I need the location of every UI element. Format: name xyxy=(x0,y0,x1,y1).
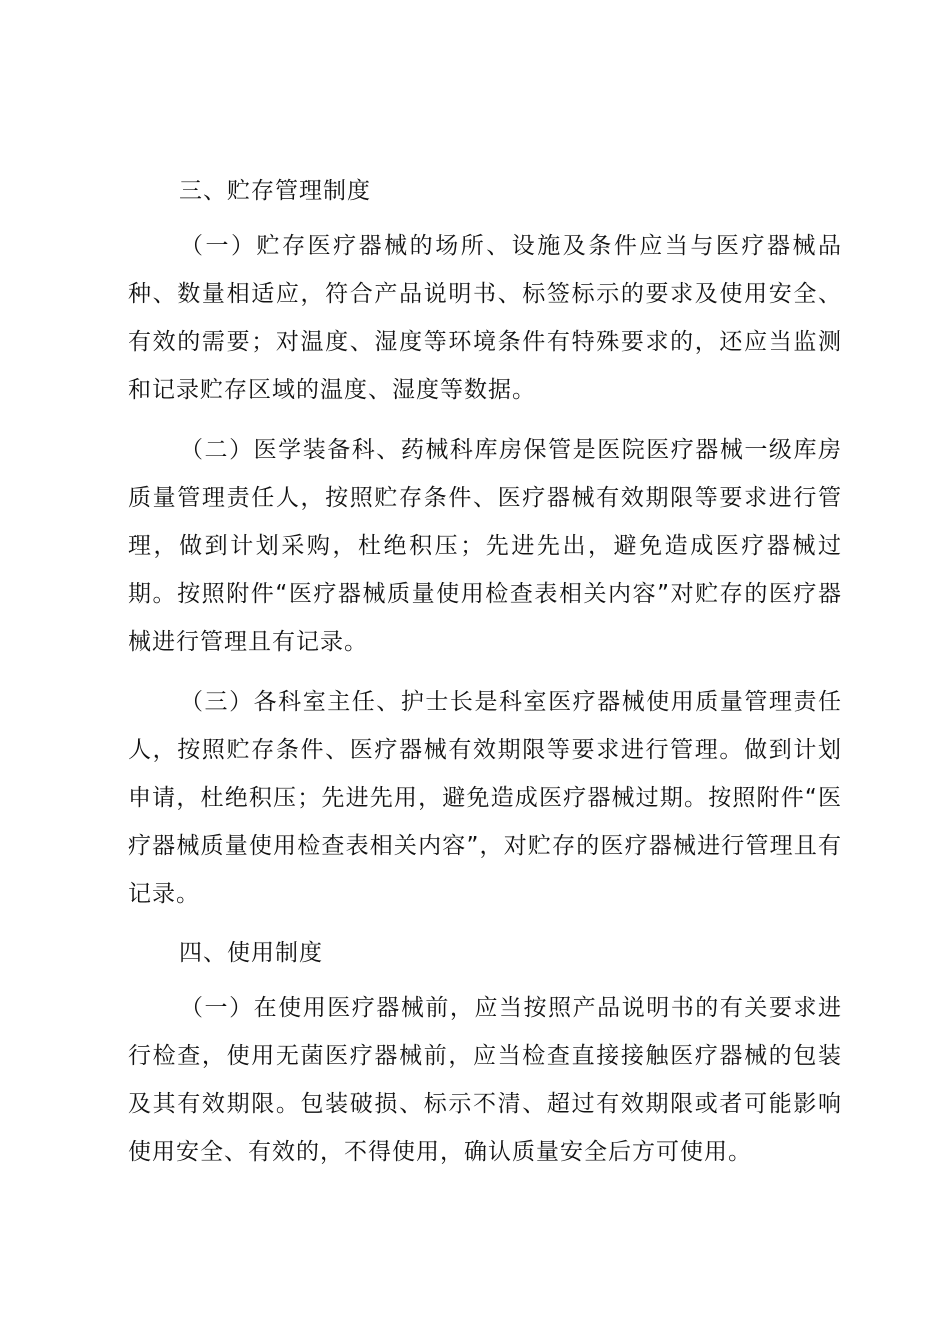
section-heading-storage: 三、贮存管理制度 xyxy=(179,178,371,204)
spacer xyxy=(128,666,842,678)
paragraph-storage-2: （二）医学装备科、药械科库房保管是医院医疗器械一级库房质量管理责任人，按照贮存条件、医疗器械有效期限等要求进行管理，做到计划采购，杜绝积压；先进先出，避免造成医疗器械过期。按照附件“医疗器械质量使用检查表相关内容”对贮存的医疗器械进行管理且有记录。 xyxy=(128,437,842,655)
paragraph-storage-1: （一）贮存医疗器械的场所、设施及条件应当与医疗器械品种、数量相适应，符合产品说明书、标签标示的要求及使用安全、有效的需要；对温度、湿度等环境条件有特殊要求的，还应当监测和记录贮存区域的温度、湿度等数据。 xyxy=(128,233,842,403)
section-heading-usage: 四、使用制度 xyxy=(179,940,323,966)
spacer xyxy=(128,976,842,984)
spacer xyxy=(128,214,842,222)
spacer xyxy=(128,918,842,930)
spacer xyxy=(128,414,842,426)
paragraph-storage-3: （三）各科室主任、护士长是科室医疗器械使用质量管理责任人，按照贮存条件、医疗器械有效期限等要求进行管理。做到计划申请，杜绝积压；先进先用，避免造成医疗器械过期。按照附件“医疗器械质量使用检查表相关内容”，对贮存的医疗器械进行管理且有记录。 xyxy=(128,689,842,907)
paragraph-usage-1: （一）在使用医疗器械前，应当按照产品说明书的有关要求进行检查，使用无菌医疗器械前，应当检查直接接触医疗器械的包装及其有效期限。包装破损、标示不清、超过有效期限或者可能影响使用安全、有效的，不得使用，确认质量安全后方可使用。 xyxy=(128,995,842,1165)
document-body xyxy=(128,168,842,1176)
